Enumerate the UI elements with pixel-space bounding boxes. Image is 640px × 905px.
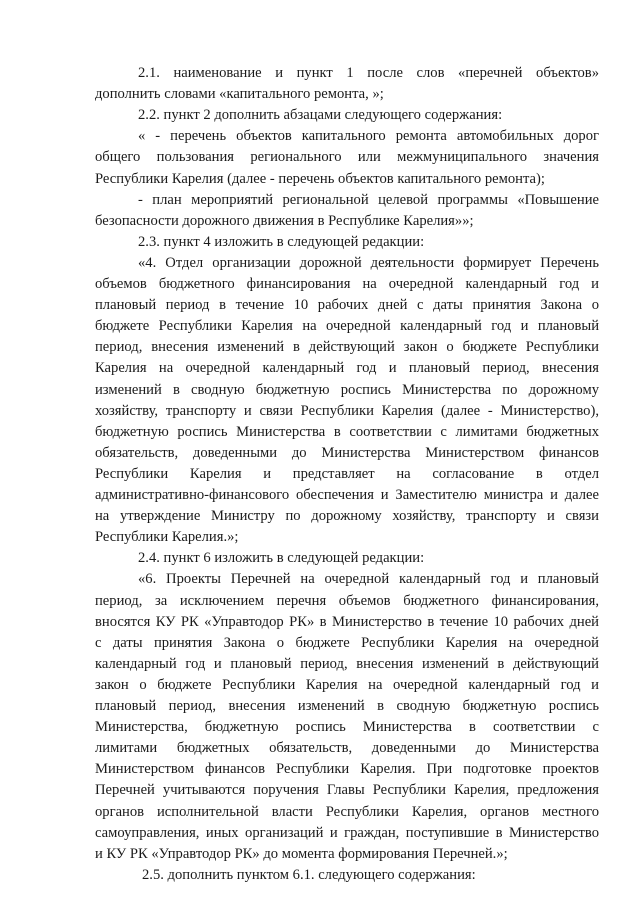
text-line: Республики Карелия (далее - перечень объектов капитального ремонта); [95,170,545,187]
text-line: закон о бюджете Республики Карелия на очередной календарный год и [95,676,599,693]
text-line: органов исполнительной власти Республики Карелия, органов местного [95,803,599,820]
text-line: и КУ РК «Управтодор РК» до момента формирования Перечней.»; [95,845,508,862]
text-line: на утверждение Министру по дорожному хозяйству, транспорту и связи [95,508,599,525]
text-line: 2.4. пункт 6 изложить в следующей редакции: [138,550,425,567]
text-line: «4. Отдел организации дорожной деятельности формирует Перечень [138,254,599,271]
text-line: период, внесения изменений в действующий закон о бюджете Республики [95,339,599,356]
text-line: Министерством финансов Республики Карелия. При подготовке проектов [95,761,599,778]
text-line: лимитами бюджетных обязательств, доведенными до Министерства [95,740,599,757]
text-line: с даты принятия Закона о бюджете Республики Карелия на очередной [95,634,599,651]
text-line: общего пользования регионального или межмуниципального значения [95,149,599,166]
text-line: безопасности дорожного движения в Республике Карелия»»; [95,212,474,229]
text-line: административно-финансового обеспечения и Заместителю министра и далее [95,487,599,503]
text-line: «6. Проекты Перечней на очередной календарный год и плановый [138,571,599,588]
text-line: Министерства, бюджетную роспись Министерства в соответствии с [95,719,599,736]
text-line: - план мероприятий региональной целевой программы «Повышение [138,191,599,208]
text-line: Республики Карелия и представляет на согласование в отдел [95,465,599,482]
text-line: хозяйству, транспорту и связи Республики Карелия (далее - Министерство), [95,402,599,419]
text-line: 2.5. дополнить пунктом 6.1. следующего содержания: [142,866,476,883]
text-line: самоуправления, иных организаций и граждан, поступившие в Министерство [95,824,599,841]
text-line: обязательств, доведенными до Министерства Министерством финансов [95,444,599,461]
text-line: 2.1. наименование и пункт 1 после слов «перечней объектов» [138,65,599,81]
text-line: вносятся КУ РК «Управтодор РК» в Министерство в течение 10 рабочих дней [95,613,599,630]
text-line: бюджетную роспись Министерства в соответствии с лимитами бюджетных [95,423,599,440]
text-line: плановый период в течение 10 рабочих дней с даты принятия Закона о [95,297,599,314]
text-line: плановый период, внесения изменений в сводную бюджетную роспись [95,698,599,714]
text-line: период, за исключением перечня объемов бюджетного финансирования, [95,592,599,609]
text-line: бюджете Республики Карелия на очередной календарный год и плановый [95,318,599,335]
text-line: календарный год и плановый период, внесения изменений в действующий [95,655,599,672]
text-line: объемов бюджетного финансирования на очередной календарный год и [95,276,599,292]
text-line: Республики Карелия.»; [95,529,239,546]
text-line: изменений в сводную бюджетную роспись Министерства по дорожному [95,381,599,398]
text-line: дополнить словами «капитального ремонта, »; [95,86,384,103]
text-line: « - перечень объектов капитального ремонта автомобильных дорог [138,128,599,145]
text-line: Карелия на очередной календарный год и плановый период, внесения [95,360,599,377]
text-line: 2.2. пункт 2 дополнить абзацами следующего содержания: [138,107,503,124]
text-line: 2.3. пункт 4 изложить в следующей редакции: [138,233,425,250]
text-line: Перечней учитываются поручения Главы Республики Карелия, предложения [95,782,599,799]
